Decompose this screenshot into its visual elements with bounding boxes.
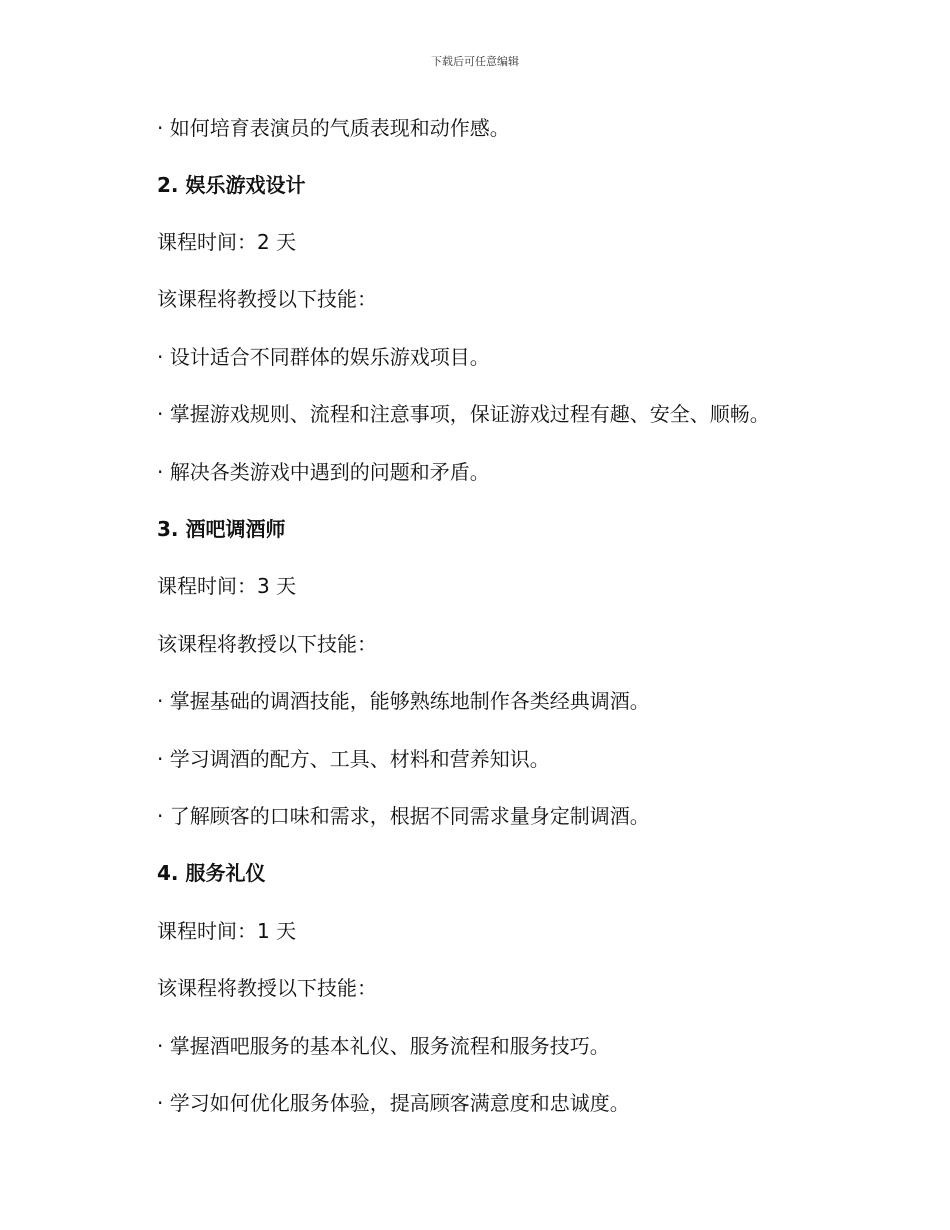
section-heading: 4. 服务礼仪 xyxy=(157,861,266,885)
bullet-line: · 了解顾客的口味和需求，根据不同需求量身定制调酒。 xyxy=(157,804,650,828)
page-header: 下载后可任意编辑 xyxy=(431,55,519,68)
bullet-line: · 学习如何优化服务体验，提高顾客满意度和忠诚度。 xyxy=(157,1091,630,1115)
bullet-line: · 设计适合不同群体的娱乐游戏项目。 xyxy=(157,345,490,369)
course-duration: 课程时间：3 天 xyxy=(157,574,297,598)
skills-intro: 该课程将教授以下技能： xyxy=(157,976,377,1000)
bullet-line: · 掌握酒吧服务的基本礼仪、服务流程和服务技巧。 xyxy=(157,1034,610,1058)
bullet-line: · 掌握游戏规则、流程和注意事项，保证游戏过程有趣、安全、顺畅。 xyxy=(157,402,770,426)
bullet-line: · 解决各类游戏中遇到的问题和矛盾。 xyxy=(157,460,490,484)
section-heading: 3. 酒吧调酒师 xyxy=(157,517,286,541)
course-duration: 课程时间：2 天 xyxy=(157,230,297,254)
bullet-line: · 学习调酒的配方、工具、材料和营养知识。 xyxy=(157,747,550,771)
bullet-line: · 如何培育表演员的气质表现和动作感。 xyxy=(157,116,510,140)
bullet-line: · 掌握基础的调酒技能，能够熟练地制作各类经典调酒。 xyxy=(157,689,650,713)
course-duration: 课程时间：1 天 xyxy=(157,919,297,943)
skills-intro: 该课程将教授以下技能： xyxy=(157,287,377,311)
skills-intro: 该课程将教授以下技能： xyxy=(157,632,377,656)
section-heading: 2. 娱乐游戏设计 xyxy=(157,173,306,197)
